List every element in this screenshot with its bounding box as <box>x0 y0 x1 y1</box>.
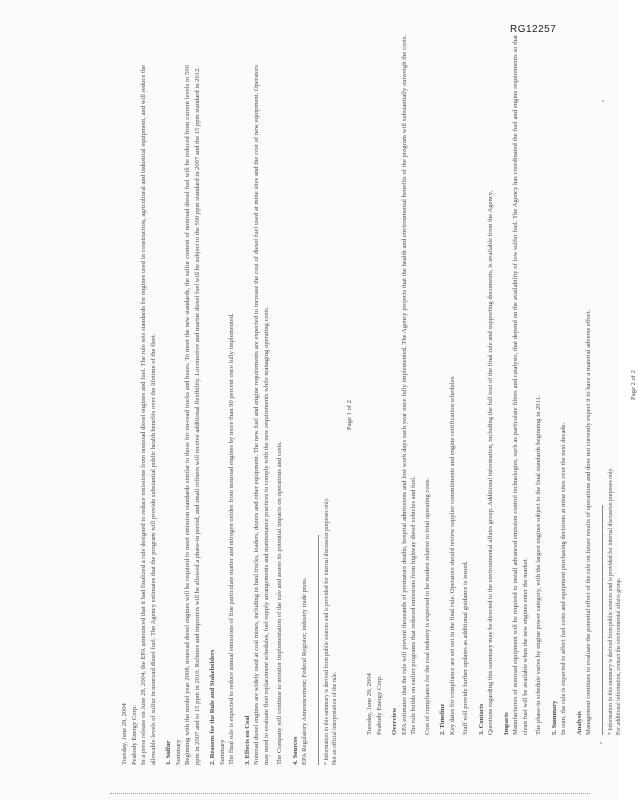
left-section-title: 1. Sulfur <box>165 740 172 765</box>
right-section-title: Overview <box>391 707 398 735</box>
right-section-title: 3. Contacts <box>477 703 485 735</box>
right-paragraph: In sum, the rule is expected to affect fuel costs and equipment purchasing decisions at mine sites over the next decade. <box>560 422 567 735</box>
right-footnote: * Information in this summary is derived from public sources and is provided for internal discussion purposes only. <box>607 467 614 735</box>
scan-edge-line <box>110 793 590 794</box>
left-footnote: * Information in this summary is derived from public sources and is provided for internal discussion purposes only. <box>323 497 330 765</box>
right-section-title: Impacts <box>502 712 510 735</box>
left-header-company: Peabody Energy Corp. <box>130 705 138 765</box>
right-section-title: Analysis <box>575 711 583 735</box>
scan-speck <box>602 100 604 102</box>
left-paragraph: The Company will continue to monitor implementation of the rule and assess its potential impacts on operations and costs. <box>276 441 283 765</box>
left-footnote: Not an official interpretation of the rule. <box>331 671 338 765</box>
left-section-subtitle: EPA Regulatory Announcement; Federal Register; industry trade press. <box>301 577 308 765</box>
document-id: RG12257 <box>510 24 557 35</box>
right-section-title: 5. Summary <box>550 700 558 735</box>
left-column <box>120 65 370 765</box>
left-paragraph: In a press release on June 28, 2004, the EPA announced that it had finalized a rule designed to reduce emissions from nonroad diesel engines and fuel. The rule sets standards for engines used in construction, agricultural and industrial equipment, and will reduce the allowable levels of sulfur in nonroad diesel fuel. The Agency estimates that the program will provide substantial public health benefits over the lifetime of the fleet. <box>140 65 157 765</box>
left-header-date: Tuesday, June 29, 2004 <box>121 703 128 765</box>
left-section-title: 4. Sources <box>291 736 299 765</box>
right-section-title: 2. Timeline <box>439 703 446 735</box>
left-section-subtitle: Summary <box>174 739 182 765</box>
right-paragraph: Cost of compliance for the coal industry is expected to be modest relative to total operating costs. <box>423 477 431 735</box>
right-paragraph: Questions regarding this summary may be directed to the environmental affairs group. Additional information, including the full text of the final rule and supporting documents, is available from the Agency. <box>487 190 494 735</box>
right-paragraph: The phase-in schedule varies by engine power category, with the largest engines subject to the final standards beginning in 2011. <box>535 395 542 735</box>
right-paragraph: Manufacturers of nonroad equipment will be required to install advanced emission control technologies, such as particulate filters and catalysts, that depend on the availability of low sulfur fuel. The Agency has coordinated the fuel and engine requirements so that clean fuel will be available when the new engines enter the market. <box>512 35 529 735</box>
right-header-company: Peabody Energy Corp. <box>375 675 383 735</box>
right-footnote: For additional information, contact the environmental affairs group. <box>615 577 622 735</box>
right-page-number: Page 2 of 2 <box>629 370 637 400</box>
scan-speck <box>600 742 602 744</box>
left-section-title: 3. Effects on Coal <box>243 715 251 765</box>
left-paragraph: The final rule is expected to reduce annual emissions of fine particulate matter and nitrogen oxides from nonroad engines by more than 90 percent once fully implemented. <box>228 313 235 765</box>
left-paragraph: Nonroad diesel engines are widely used at coal mines, including in haul trucks, loaders, dozers and other equipment. The new fuel and engine requirements are expected to increase the cost of diesel fuel used at mine sites and the cost of new equipment. Operators may need to evaluate fleet replacement schedules, fuel supply arrangements and maintenance practices to comply with the new requirements while managing operating costs. <box>253 65 270 765</box>
left-page-number: Page 1 of 2 <box>345 400 353 430</box>
right-paragraph: Staff will provide further updates as additional guidance is issued. <box>462 560 469 735</box>
right-paragraph: Key dates for compliance are set out in the final rule. Operators should review supplier commitments and engine certification schedules. <box>448 375 456 735</box>
right-paragraph: EPA estimates that the rule will prevent thousands of premature deaths, hospital admissions and lost work days each year once fully implemented. The Agency projects that the health and environmental benefits of the program will substantially outweigh the costs. The rule builds on earlier programs that reduced emissions from highway diesel vehicles and fuel. <box>400 35 417 735</box>
left-section-subtitle: Summary <box>218 739 226 765</box>
right-column <box>365 35 637 735</box>
footnote-rule <box>602 505 603 735</box>
left-paragraph: Beginning with the model year 2008, nonroad diesel engines will be required to meet emission standards similar to those for on-road trucks and buses. To meet the new standards, the sulfur content of nonroad diesel fuel will be reduced from current levels to 500 ppm in 2007 and to 15 ppm in 2010. Refiners and importers will be allowed a phase-in period, and small refiners will receive additional flexibility. Locomotive and marine diesel fuel will be subject to the 500 ppm standard in 2007 and the 15 ppm standard in 2012. <box>184 65 201 765</box>
footnote-rule <box>318 535 319 765</box>
right-header-date: Tuesday, June 29, 2004 <box>366 673 373 735</box>
left-section-title: 2. Reasons for the Rule and Stakeholders <box>209 649 216 765</box>
right-paragraph: Management continues to evaluate the potential effect of the rule on future results of operations and does not currently expect it to have a material adverse effect. <box>585 309 592 735</box>
